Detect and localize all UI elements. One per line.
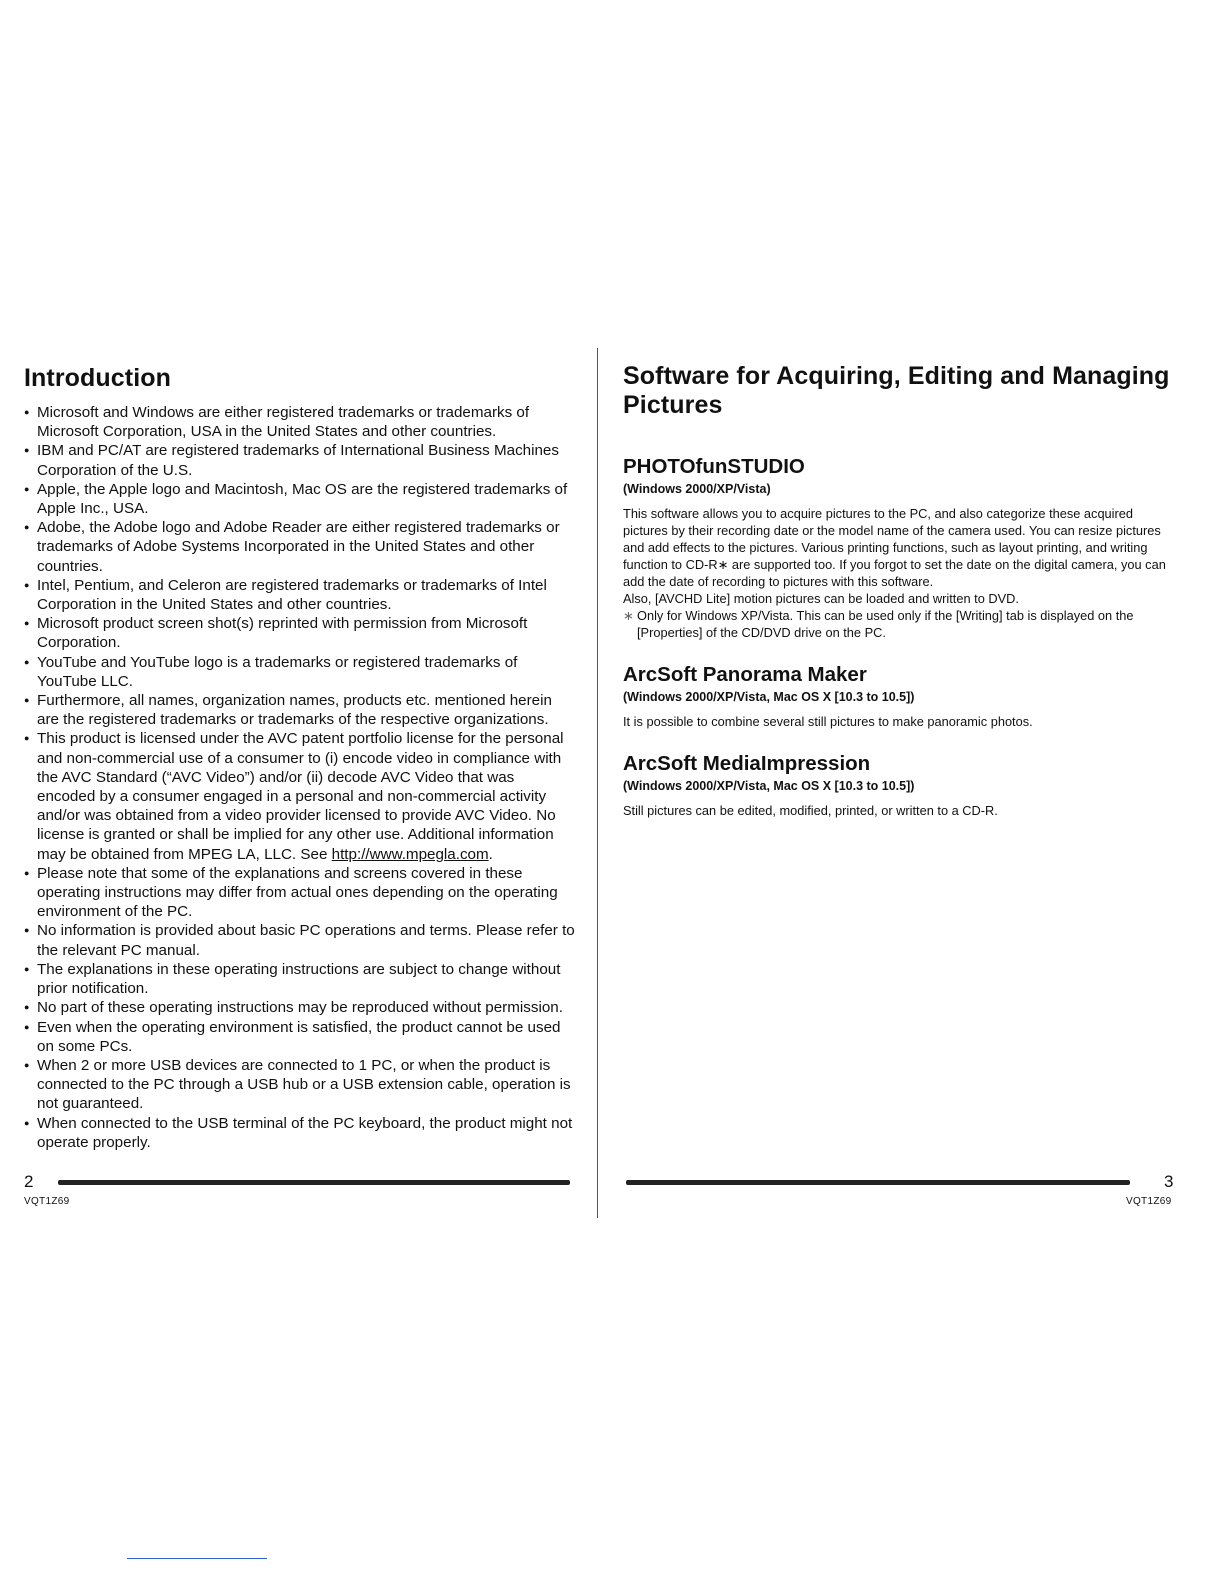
list-item: ● When 2 or more USB devices are connected to 1 PC, or when the product is connected to the PC through a USB hub or a USB extension cable, operation is not guaranteed. — [24, 1056, 576, 1114]
list-item: ● When connected to the USB terminal of the PC keyboard, the product might not operate properly. — [24, 1114, 576, 1152]
section-heading: PHOTOfunSTUDIO — [623, 455, 805, 478]
section-body-extra: Also, [AVCHD Lite] motion pictures can be loaded and written to DVD. — [623, 591, 1019, 606]
section-body: Still pictures can be edited, modified, printed, or written to a CD-R. — [623, 803, 998, 818]
section-photofunstudio — [623, 455, 1179, 641]
list-item: ● Apple, the Apple logo and Macintosh, Mac OS are the registered trademarks of Apple Inc., USA. — [24, 480, 576, 518]
os-requirements: (Windows 2000/XP/Vista, Mac OS X [10.3 to 10.5]) — [623, 779, 915, 793]
list-item: ● Intel, Pentium, and Celeron are registered trademarks or trademarks of Intel Corporation in the United States and other countries. — [24, 576, 576, 614]
section-body: It is possible to combine several still pictures to make panoramic photos. — [623, 714, 1033, 729]
os-requirements: (Windows 2000/XP/Vista) — [623, 482, 771, 496]
list-item: ● No information is provided about basic PC operations and terms. Please refer to the relevant PC manual. — [24, 921, 576, 959]
document-code-left: VQT1Z69 — [24, 1196, 70, 1207]
page-number-right: 3 — [1164, 1172, 1174, 1191]
avc-license-text: This product is licensed under the AVC patent portfolio license for the personal and non-commercial use of a consumer to (i) encode video in compliance with the AVC Standard (“AVC Video”) and/or (ii) decode AVC Video that was encoded by a consumer engaged in a personal and non-commercial activity and/or was obtained from a video provider licensed to provide AVC Video. No license is granted or shall be implied for any other use. Additional information may be obtained from MPEG LA, LLC. See — [37, 730, 564, 863]
footnote — [623, 607, 1179, 641]
footer-bar-right — [626, 1180, 1130, 1185]
scan-artifact-line — [127, 1558, 267, 1559]
left-page — [0, 0, 600, 1584]
section-heading: ArcSoft MediaImpression — [623, 752, 871, 775]
list-item: ● The explanations in these operating instructions are subject to change without prior notification. — [24, 960, 576, 998]
page-title-software: Software for Acquiring, Editing and Managing Pictures — [623, 362, 1170, 419]
section-body: This software allows you to acquire pictures to the PC, and also categorize these acquired pictures by their recording date or the model name of the camera used. You can resize pictures and add effects to the pictures. Various printing functions, such as layout printing, and writing function to CD-R∗ are supported too. If you forgot to set the date on the digital camera, you can add the date of recording to pictures with this software. — [623, 506, 1166, 589]
right-page — [600, 0, 1224, 1584]
trademark-list — [24, 403, 576, 1152]
page-number-left: 2 — [24, 1172, 34, 1191]
list-item: ● Even when the operating environment is satisfied, the product cannot be used on some PCs. — [24, 1018, 576, 1056]
document-code-right: VQT1Z69 — [1126, 1196, 1172, 1207]
list-item: ● Microsoft and Windows are either registered trademarks or trademarks of Microsoft Corporation, USA in the United States and other countries. — [24, 403, 576, 441]
section-panorama-maker — [623, 663, 1179, 730]
os-requirements: (Windows 2000/XP/Vista, Mac OS X [10.3 to 10.5]) — [623, 690, 915, 704]
footer-bar-left — [58, 1180, 570, 1185]
mpegla-link[interactable]: http://www.mpegla.com — [331, 845, 489, 863]
left-page-content — [24, 363, 576, 1152]
list-item: ● YouTube and YouTube logo is a trademarks or registered trademarks of YouTube LLC. — [24, 653, 576, 691]
list-item: ● Microsoft product screen shot(s) reprinted with permission from Microsoft Corporation. — [24, 614, 576, 652]
page-divider — [597, 348, 598, 1218]
section-mediaimpression — [623, 752, 1179, 819]
list-item-avc-license — [24, 729, 576, 863]
section-heading: ArcSoft Panorama Maker — [623, 663, 867, 686]
footnote-text: Only for Windows XP/Vista. This can be used only if the [Writing] tab is displayed on the [Properties] of the CD/DVD drive on the PC. — [637, 608, 1134, 640]
right-page-content — [623, 362, 1179, 841]
asterisk-icon: ∗ — [623, 608, 634, 623]
list-item: ● No part of these operating instructions may be reproduced without permission. — [24, 998, 576, 1017]
list-item: ● Adobe, the Adobe logo and Adobe Reader are either registered trademarks or trademarks of Adobe Systems Incorporated in the United States and other countries. — [24, 518, 576, 576]
list-item: ● IBM and PC/AT are registered trademarks of International Business Machines Corporation of the U.S. — [24, 441, 576, 479]
list-item: ● Furthermore, all names, organization names, products etc. mentioned herein are the registered trademarks or trademarks of the respective organizations. — [24, 691, 576, 729]
page-title-introduction: Introduction — [24, 364, 172, 392]
avc-license-suffix: . — [488, 845, 493, 863]
list-item: ● Please note that some of the explanations and screens covered in these operating instructions may differ from actual ones depending on the operating environment of the PC. — [24, 864, 576, 922]
